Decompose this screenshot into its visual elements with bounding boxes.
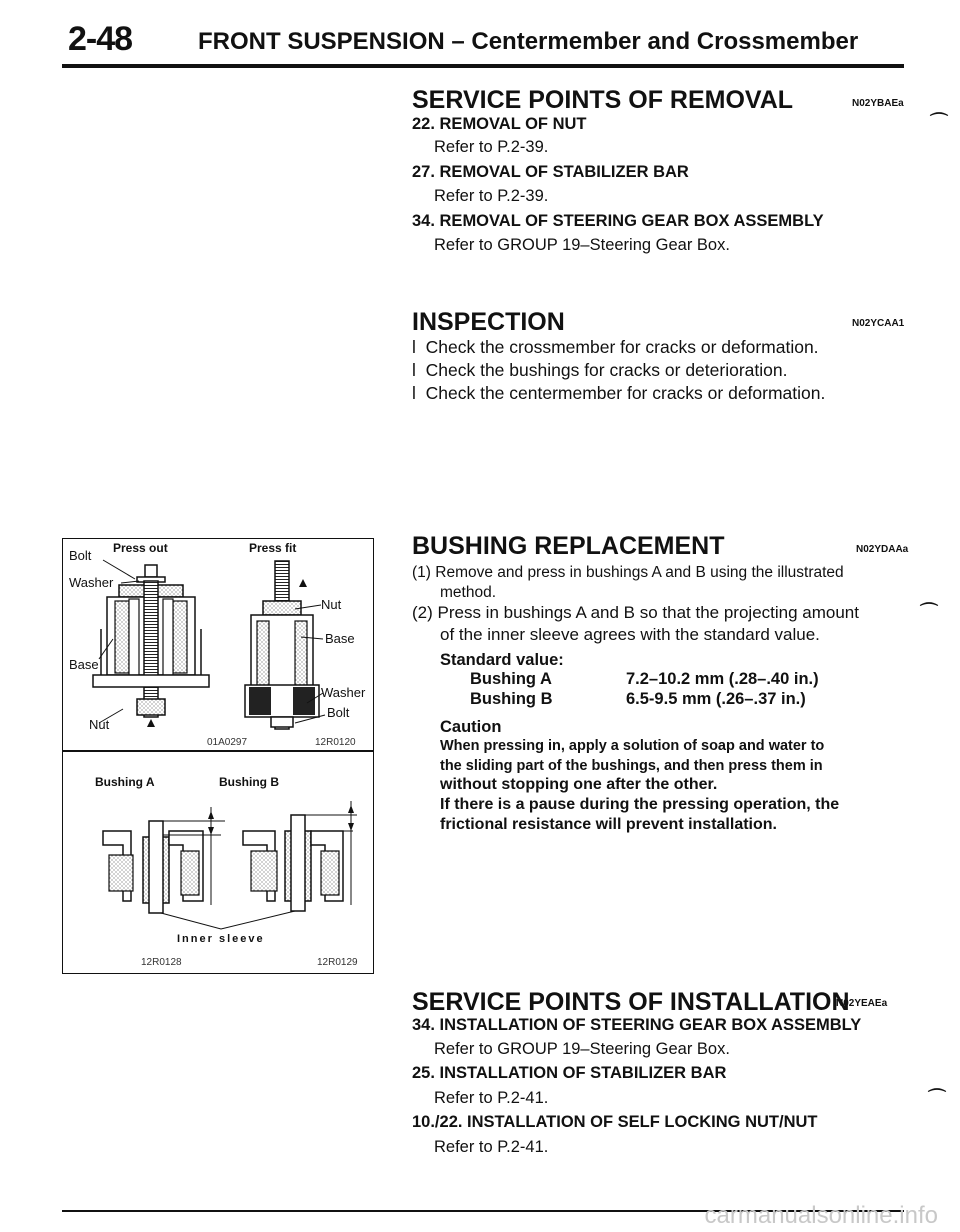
bushing-step-2: (2) Press in bushings A and B so that the projecting amount	[412, 603, 859, 622]
removal-item-text: Refer to GROUP 19–Steering Gear Box.	[434, 236, 730, 254]
inspection-code: N02YCAA1	[852, 318, 905, 329]
bullet-mark: l	[412, 360, 416, 380]
caution-line: When pressing in, apply a solution of soap and water to	[440, 738, 825, 754]
bullet-text: Check the centermember for cracks or deformation.	[425, 383, 826, 403]
standard-bushing-a-value: 7.2–10.2 mm (.28–.40 in.)	[626, 670, 819, 688]
bullet-mark: l	[412, 383, 416, 403]
figure-code: 12R0128	[141, 957, 182, 968]
installation-item-title: 10./22. INSTALLATION OF SELF LOCKING NUT/NUT	[412, 1113, 818, 1131]
figure-code: 12R0120	[315, 737, 356, 748]
press-fit-assembly	[245, 561, 319, 729]
installation-item-text: Refer to GROUP 19–Steering Gear Box.	[434, 1040, 730, 1058]
header-rule	[62, 64, 904, 68]
bolt-label: Bolt	[69, 548, 92, 563]
caution-label: Caution	[440, 718, 502, 736]
bushing-a-drawing	[103, 807, 225, 913]
page-title: FRONT SUSPENSION – Centermember and Crossmember	[198, 28, 859, 55]
inspection-bullet	[412, 337, 819, 358]
nut-label: Nut	[321, 597, 342, 612]
installation-item-text: Refer to P.2-41.	[434, 1138, 549, 1156]
washer-label: Washer	[321, 685, 366, 700]
press-fit-label: Press fit	[249, 541, 297, 555]
margin-mark: ⌒	[930, 112, 948, 132]
bullet-text: Check the crossmember for cracks or deformation.	[425, 337, 819, 357]
inspection-bullet	[412, 383, 825, 404]
inspection-bullet	[412, 360, 787, 381]
bushing-step-1-cont: method.	[440, 584, 497, 601]
base-label: Base	[325, 631, 355, 646]
figure-code: 12R0129	[317, 957, 358, 968]
standard-bushing-b-value: 6.5-9.5 mm (.26–.37 in.)	[626, 690, 806, 708]
page-number: 2-48	[68, 20, 133, 58]
bolt-label: Bolt	[327, 705, 350, 720]
removal-code: N02YBAEa	[852, 98, 904, 109]
margin-mark: ⌒	[928, 1088, 946, 1108]
inner-sleeve-label: Inner sleeve	[177, 933, 265, 945]
nut-label: Nut	[89, 717, 110, 732]
watermark: carmanualsonline.info	[704, 1202, 938, 1229]
caution-line: If there is a pause during the pressing operation, the	[440, 796, 840, 813]
removal-item-title: 22. REMOVAL OF NUT	[412, 115, 587, 133]
bushing-code: N02YDAAa	[856, 544, 909, 555]
removal-heading: SERVICE POINTS OF REMOVAL	[412, 86, 794, 114]
figure-code: 01A0297	[207, 737, 248, 748]
margin-mark: ⌒	[920, 602, 938, 622]
bushing-a-label: Bushing A	[95, 775, 155, 789]
base-label: Base	[69, 657, 99, 672]
installation-item-title: 34. INSTALLATION OF STEERING GEAR BOX ASSEMBLY	[412, 1016, 862, 1034]
caution-line: without stopping one after the other.	[440, 776, 718, 793]
inspection-heading: INSPECTION	[412, 308, 565, 336]
bushing-step-1: (1) Remove and press in bushings A and B using the illustrated	[412, 564, 844, 581]
standard-value-label: Standard value:	[440, 651, 564, 669]
bushing-heading: BUSHING REPLACEMENT	[412, 532, 725, 560]
installation-item-text: Refer to P.2-41.	[434, 1089, 549, 1107]
bushing-step-2-cont: of the inner sleeve agrees with the standard value.	[440, 625, 820, 644]
bushing-b-drawing	[243, 801, 357, 911]
press-figure	[62, 538, 374, 752]
press-out-label: Press out	[113, 541, 168, 555]
installation-code: N02YEAEa	[836, 998, 888, 1009]
bullet-text: Check the bushings for cracks or deterioration.	[425, 360, 788, 380]
standard-bushing-a: Bushing A	[470, 670, 552, 688]
installation-heading: SERVICE POINTS OF INSTALLATION	[412, 988, 850, 1016]
caution-line: the sliding part of the bushings, and then press them in	[440, 758, 823, 774]
removal-item-text: Refer to P.2-39.	[434, 187, 549, 205]
bushing-b-label: Bushing B	[219, 775, 279, 789]
bushing-figure	[62, 750, 374, 974]
standard-bushing-b: Bushing B	[470, 690, 553, 708]
caution-line: frictional resistance will prevent installation.	[440, 816, 777, 833]
washer-label: Washer	[69, 575, 114, 590]
removal-item-title: 34. REMOVAL OF STEERING GEAR BOX ASSEMBLY	[412, 212, 824, 230]
removal-item-text: Refer to P.2-39.	[434, 138, 549, 156]
installation-item-title: 25. INSTALLATION OF STABILIZER BAR	[412, 1064, 727, 1082]
bullet-mark: l	[412, 337, 416, 357]
removal-item-title: 27. REMOVAL OF STABILIZER BAR	[412, 163, 689, 181]
